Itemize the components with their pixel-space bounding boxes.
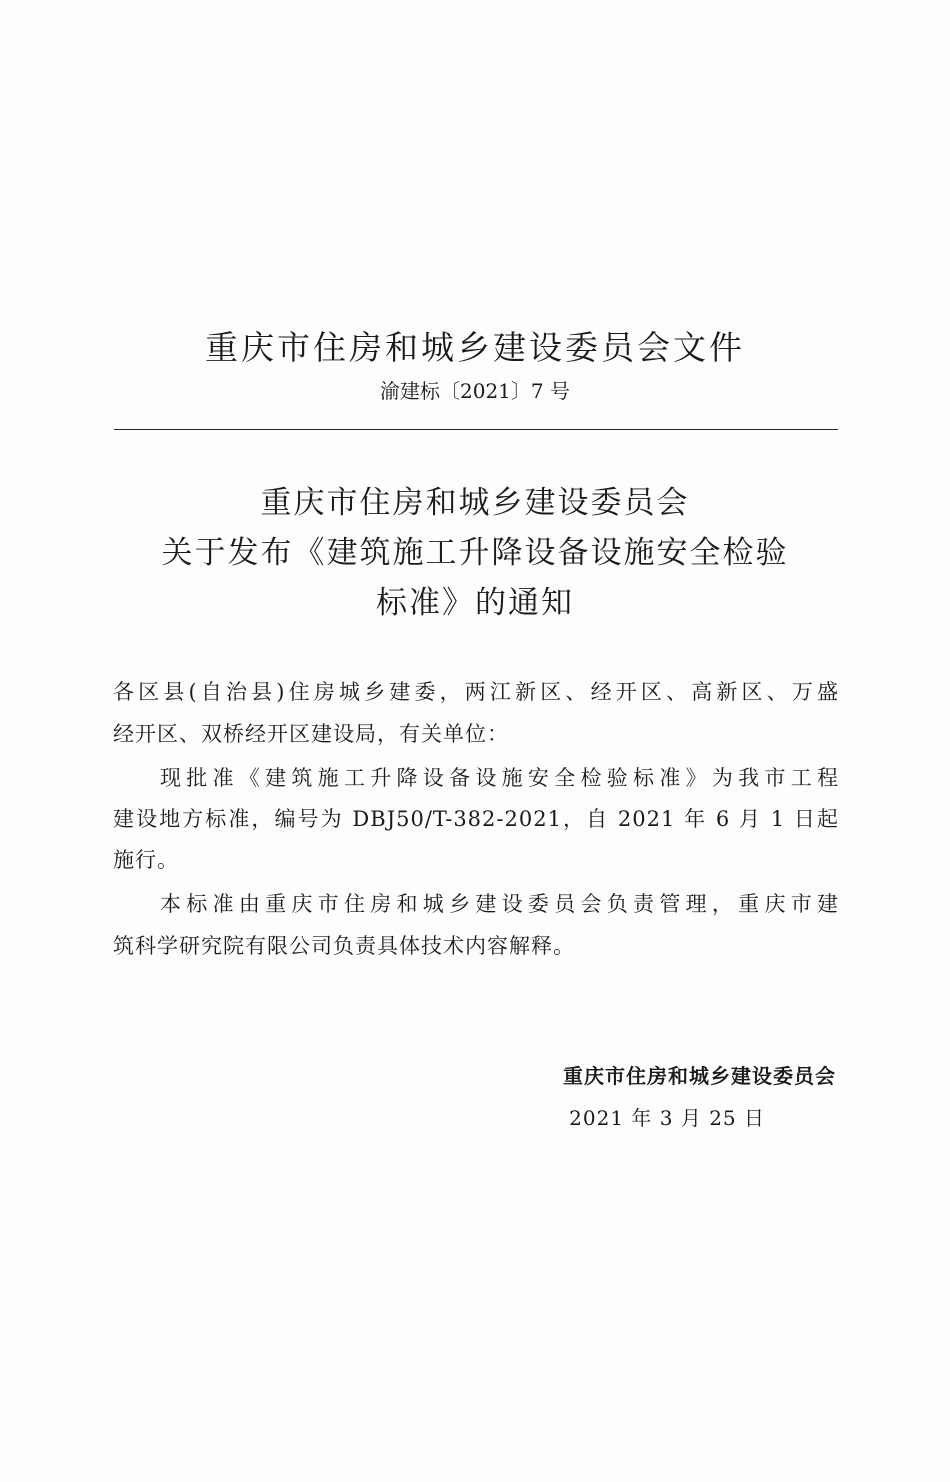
signature-date: 2021 年 3 月 25 日 [569, 1106, 765, 1130]
paragraph-2-line-1: 本标准由重庆市住房和城乡建设委员会负责管理，重庆市建 [160, 892, 839, 916]
addressee-line-2: 经开区、双桥经开区建设局，有关单位： [113, 722, 509, 746]
notice-title-line-1: 重庆市住房和城乡建设委员会 [260, 485, 690, 521]
addressee-line-1: 各区县(自治县)住房城乡建委，两江新区、经开区、高新区、万盛 [113, 680, 839, 704]
header-divider [114, 429, 838, 430]
paragraph-1-line-3: 施行。 [113, 848, 179, 872]
paragraph-2-line-2: 筑科学研究院有限公司负责具体技术内容解释。 [113, 934, 575, 958]
paragraph-1-line-2: 建设地方标准，编号为 DBJ50/T-382-2021，自 2021 年 6 月 1 日起 [113, 807, 839, 831]
notice-title-line-2: 关于发布《建筑施工升降设备设施安全检验 [161, 535, 789, 571]
document-number: 渝建标〔2021〕7 号 [380, 379, 570, 403]
signature-organization: 重庆市住房和城乡建设委员会 [563, 1064, 836, 1088]
notice-title-line-3: 标准》的通知 [376, 585, 574, 621]
document-header-title: 重庆市住房和城乡建设委员会文件 [205, 328, 745, 367]
paragraph-1-line-1: 现批准《建筑施工升降设备设施安全检验标准》为我市工程 [160, 766, 839, 790]
